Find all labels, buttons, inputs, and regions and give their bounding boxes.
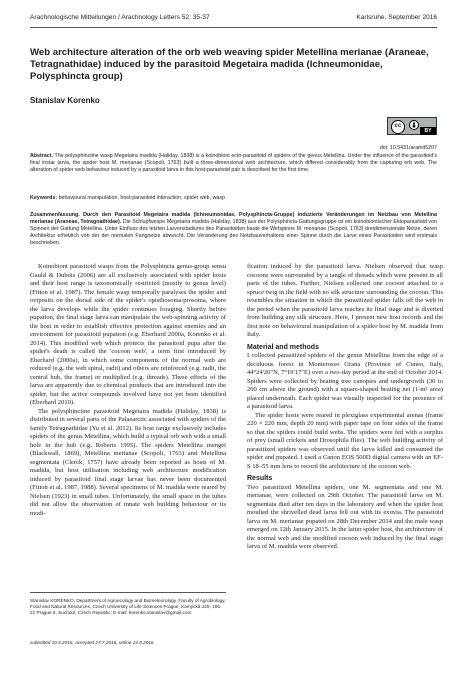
section-heading-methods: Material and methods <box>247 343 319 351</box>
paragraph: The polysphinctine parasitoid Megetaira madida (Haliday, 1838) is distributed in several parts of the Palaearctic associated with spiders of the family Tetragnathidae (Yu et al. 2012). Its host range exclusively includes spiders of the genus Metellina, which build a typical orb web with a small hole in the hub (e.g. Roberts 1995). The spiders Metellina mengei (Blackwall, 1869), Metellina merianae (Scopoli, 1763) and Metellina segmentata (Clerck, 1757) have already been reported as hosts of M. madida, but host utilisation including web architecture modification induced by parasitoid final stage larvae has never been documented (Fitton et al. 1987, 1988). Several specimens of M. madida were reared by Nielsen (1923) in small tubes. Unfortunately, the small space in the tubes did not allow the observation of innate web building behaviour or its modi- <box>30 407 226 517</box>
footnote-rule <box>30 592 226 593</box>
right-column <box>247 263 443 552</box>
abstract-label: Abstract. <box>30 153 53 159</box>
zusammenfassung <box>30 212 437 247</box>
running-header <box>30 14 437 26</box>
paragraph: fication induced by the parasitoid larva. Nielsen observed that wasp cocoons were surrounded by a tangle of threads which were present in all parts of the tubes. Further, Nielsen collected one cocoon attached to a spruce twig in the field with no silk structure surrounding the cocoon. This resembles the situation in which the parasitized spider falls off the web in the period when the parasitoid larva reaches its final stage and is diverted from building any silk structure. Here, I present new host records and the first note on behavioural manipulation of a spider host by M. madida from Italy. <box>247 263 443 338</box>
keywords-text: behavioural manipulation, host-parasitoid interaction, spider web, wasp <box>58 195 225 201</box>
by-label: BY <box>420 127 436 135</box>
zusammenfassung-title: Durch den Parasitoid Megetaira madida (Ichneumonidae, Polysphincta-Gruppe) induzierte Veränderungen im Netzbau von Metellina merianae (Araneae, Tetragnathidae). <box>30 212 437 226</box>
journal-info: Arachnologische Mitteilungen / Arachnology Letters 52: 35-37 <box>30 14 210 21</box>
author-affiliation: Stanislav KORENKO, Department of Agroecology and Biometeorology, Faculty of Agrobiology, Food and Natural Resources, Czech University of Life Sciences Prague, Kamýcká 129, 165 21 Prague 6, Suchdol, Czech Republic; E-mail: korenko.stanislav@gmail.com <box>30 598 226 616</box>
paragraph: I collected parasitized spiders of the genus Metellina from the edge of a deciduous forest in Monterosso Grana (Province of Cuneo, Italy, 44°24'20"N, 7°19'17"E) over a two-day period at the end of October 2014. Spiders were collected by beating tree canopies and undergrowth (30 to 200 cm above the ground) with a square-shaped beating net (1-m² area) placed underneath. Each spider was visually inspected for the presence of a parasitoid larva. <box>247 352 443 410</box>
zusammenfassung-label: Zusammenfassung. <box>30 212 80 218</box>
attribution-person-icon <box>409 120 419 130</box>
submission-dates: submitted 10.5.2016, accepted 27.7.2016, online 14.8.2016 <box>30 640 154 645</box>
issue-date: Karlsruhe, September 2016 <box>356 14 437 21</box>
cc-by-license-badge[interactable] <box>387 117 437 135</box>
keywords-label: Keywords: <box>30 195 58 201</box>
section-heading-results: Results <box>247 475 273 482</box>
keywords <box>30 195 437 202</box>
cc-icon: cc <box>391 120 405 134</box>
zusammenfassung-text: Die Schlupfwespe Megetaira madida (Haliday, 1838) aus der Polysphincta-Gattungsgruppe ist ein koinobiontischer Ektoparasitoid von Spinnen der Gattung Metellina. Unter Einfluss des letzten Larvenstadiums des Parasitoiden baute die Wirtspinne M. merianae (Scopoli, 1763) dreidimensionale Netze, deren Architektur erheblich von der der normalen Fangnetze abweicht. Die Veränderung des Netzbauverhaltens einer Spinne durch die Larve eines Parasitoiden wird erstmals beschrieben. <box>30 219 437 247</box>
paragraph: The spider hosts were reared in plexiglass experimental arenas (frame 220 × 220 mm, depth 20 mm) with paper tape on four sides of the frame so that the spiders could build webs. The spiders were fed with a surplus of prey (small crickets and Drosophila flies). The web building activity of parasitized spiders was observed until the larva killed and consumed the spider and pupated. I used a Canon EOS 500D digital camera with an EF-S 18–55 mm lens to record the architecture of the cocoon web. <box>247 411 443 470</box>
paragraph: Two parasitized Metellina spiders, one M. segmentata and one M. merianae, were collected on 29th October. The parasitoid larva on M. segmentata died after ten days in the laboratory and when the spider host moulted the shrivelled dead larva fell out with its exuvia. The parasitoid larva on M. merianae pupated on 28th December 2014 and the male wasp emerged on 12th January 2015. In the latter spider host, the architecture of the normal web and the modified cocoon web induced by the final stage larva of M. madida were observed. <box>247 483 443 550</box>
abstract <box>30 153 437 174</box>
header-rule <box>30 27 437 28</box>
abstract-text: The polysphinctine wasp Megetaira madida (Haliday, 1838) is a koinobiont ecto-parasitoid of spiders of the genus Metellina. Under the influence of the parasitoid's final instar larva, the spider host M. merianae (Scopoli, 1763) built a three-dimensional web architecture, which differed considerably from the capturing orb web. The alteration of spider web behaviour induced by a parasitoid larva in this host-parasitoid pair is described for the first time. <box>30 153 437 174</box>
paper-title: Web architecture alteration of the orb web weaving spider Metellina merianae (Araneae, Tetragnathidae) induced by the parasitoid Megetaira madida (Ichneumonidae, Polysphincta group) <box>30 47 429 82</box>
left-column <box>30 263 226 518</box>
author-name: Stanislav Korenko <box>30 96 100 105</box>
doi[interactable]: doi: 10.5431/aramit5207 <box>379 145 437 151</box>
paragraph: Koinobiont parasitoid wasps from the Polysphincta genus-group sensu Gauld & Dubois (2006) are all exclusively associated with spider hosts and their host range is taxonomically restricted (mostly to genus level) (Fitton et al. 1987). The female wasp temporally paralyses the spider and oviposits on the dorsal side of the spider's opisthosoma/prosoma, where the larva develops while the spider continues foraging. Shortly before pupation, the final stage larva can manipulate the web-spinning activity of the host in order to establish effective protection against enemies and an environment for parasitoid pupation (e.g. Eberhard 2000a, Korenko et al. 2014). This modified web which protects the parasitoid pupa after the spider's death is called the 'cocoon web', a term first introduced by Eberhard (2000a), in which some components of the normal web are reduced (e.g. the web spiral, radii) and others are reinforced (e.g. radii, the central hub, the frame) or multiplied (e.g. threads). These effects of the larva are apparently due to chemical products that are introduced into the spider, but the active compounds involved have not yet been identified (Eberhard 2010). <box>30 263 226 406</box>
